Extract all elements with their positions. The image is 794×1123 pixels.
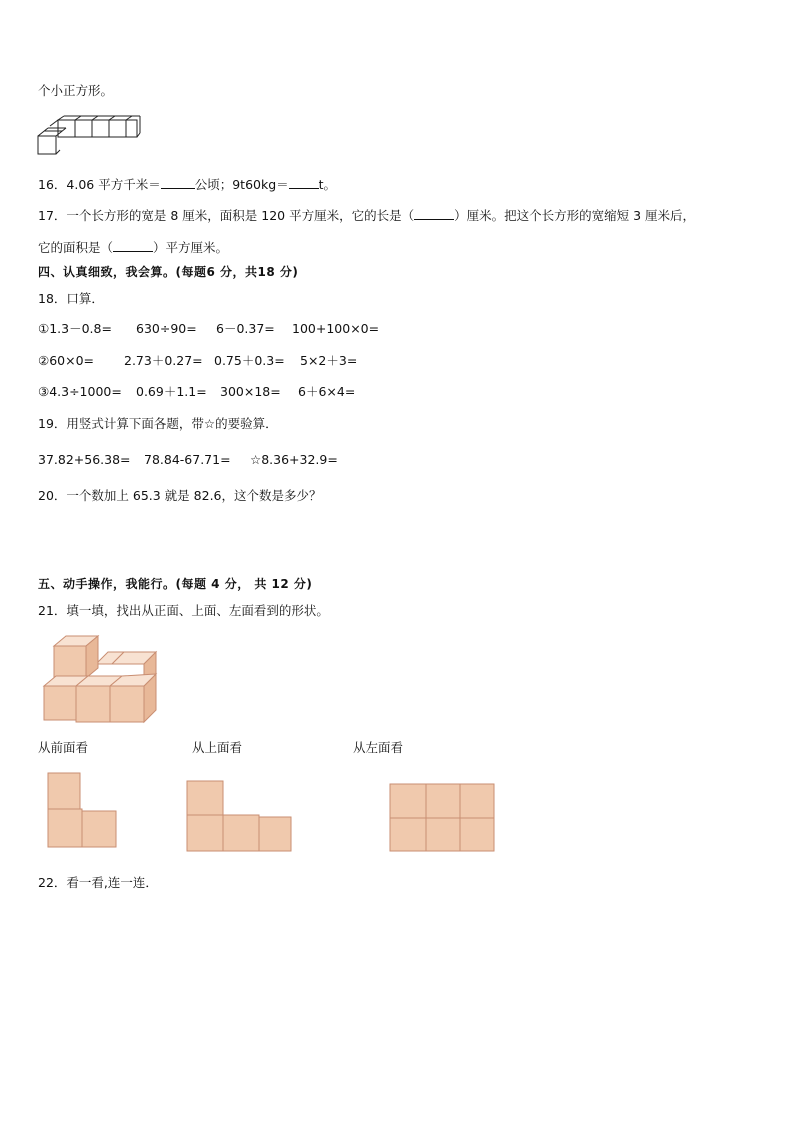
calc-item: 630÷90= (136, 321, 197, 336)
q17-answer-blank-1[interactable] (414, 207, 454, 220)
vertical-calc-item: 78.84-67.71= (144, 452, 231, 467)
q18-row-2 (38, 352, 357, 370)
calc-item: 100+100×0= (292, 321, 380, 336)
q16-answer-blank-1[interactable] (161, 176, 195, 189)
vertical-calc-item: 37.82+56.38= (38, 452, 131, 467)
calc-item: 0.69＋1.1= (136, 384, 207, 399)
front-view-shape (46, 771, 120, 851)
cube-arrangement-figure (40, 634, 172, 726)
q18-row-1 (38, 320, 379, 338)
question-21-title: 21．填一填，找出从正面、上面、左面看到的形状。 (38, 603, 329, 618)
q16-answer-blank-2[interactable] (289, 176, 319, 189)
question-18-title: 18．口算． (38, 291, 104, 306)
q16-text-part1: 16．4.06 平方千米＝ (38, 177, 161, 192)
cube-row-figure (36, 114, 142, 158)
q19-items (38, 451, 338, 469)
view-label-top: 从上面看 (192, 740, 243, 755)
question-17-line-2 (38, 239, 228, 257)
calc-item: 6－0.37= (216, 321, 275, 336)
q17-text-b: ）厘米。把这个长方形的宽缩短 3 厘米后， (454, 208, 696, 223)
view-label-front: 从前面看 (38, 740, 89, 755)
question-19-title: 19．用竖式计算下面各题，带☆的要验算． (38, 416, 278, 431)
calc-item: ①1.3－0.8= (38, 321, 112, 336)
calc-item: ②60×0= (38, 353, 95, 368)
question-22: 22．看一看,连一连． (38, 875, 158, 890)
calc-item: 0.75＋0.3= (214, 353, 285, 368)
section-4-heading: 四、认真细致，我会算。(每题6 分，共18 分) (38, 265, 299, 279)
q16-text-part2: 公顷；9t60kg＝ (194, 177, 289, 192)
vertical-calc-item: ☆8.36+32.9= (250, 452, 338, 467)
q16-text-part3: t。 (318, 177, 337, 192)
q17-text-d: ）平方厘米。 (153, 240, 229, 255)
section-5-heading: 五、动手操作，我能行。(每题 4 分， 共 12 分) (38, 577, 313, 591)
calc-item: 300×18= (220, 384, 281, 399)
question-20: 20．一个数加上 65.3 就是 82.6，这个数是多少？ (38, 488, 322, 503)
calc-item: 6＋6×4= (298, 384, 356, 399)
q17-answer-blank-2[interactable] (113, 239, 153, 252)
view-label-left: 从左面看 (353, 740, 404, 755)
calc-item: 2.73＋0.27= (124, 353, 203, 368)
question-17-line-1 (38, 207, 695, 225)
q17-text-a: 17．一个长方形的宽是 8 厘米，面积是 120 平方厘米，它的长是（ (38, 208, 415, 223)
question-16 (38, 176, 336, 194)
continued-question-text: 个小正方形。 (38, 83, 114, 98)
calc-item: 5×2＋3= (300, 353, 358, 368)
q18-row-3 (38, 383, 355, 401)
q17-text-c: 它的面积是（ (38, 240, 114, 255)
calc-item: ③4.3÷1000= (38, 384, 122, 399)
left-view-shape (388, 782, 498, 854)
top-view-shape (185, 779, 295, 853)
